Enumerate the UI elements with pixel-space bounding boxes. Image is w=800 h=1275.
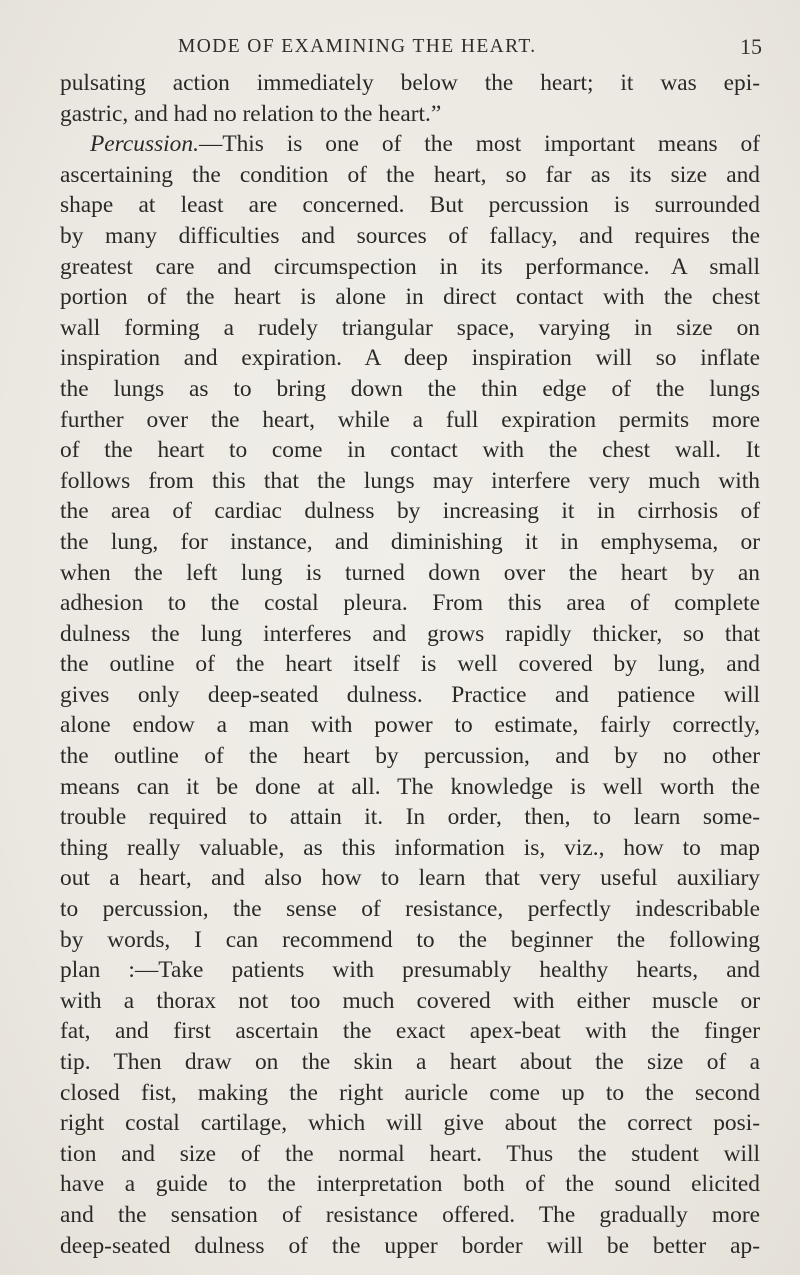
- text-line: portion of the heart is alone in direct contact with the chest: [60, 284, 760, 311]
- text-line: thing really valuable, as this information is, viz., how to map: [60, 834, 760, 861]
- text-line: dulness the lung interferes and grows rapidly thicker, so that: [60, 620, 760, 647]
- text-line: the outline of the heart by percussion, and by no other: [60, 743, 760, 770]
- body-text: [60, 68, 760, 1261]
- page-number: 15: [740, 34, 762, 59]
- text-line: to percussion, the sense of resistance, perfectly indescribable: [60, 896, 760, 923]
- text-line: of the heart to come in contact with the chest wall. It: [60, 437, 760, 464]
- text-line: have a guide to the interpretation both of the sound elicited: [60, 1171, 760, 1198]
- section-heading: Percussion.: [90, 131, 199, 158]
- text-line: gives only deep-seated dulness. Practice and patience will: [60, 681, 760, 708]
- text-line: closed fist, making the right auricle come up to the second: [60, 1079, 760, 1106]
- text-line: the area of cardiac dulness by increasing it in cirrhosis of: [60, 498, 760, 525]
- text-line: follows from this that the lungs may interfere very much with: [60, 467, 760, 494]
- running-title: MODE OF EXAMINING THE HEART.: [178, 36, 537, 57]
- text-line: out a heart, and also how to learn that very useful auxiliary: [60, 865, 760, 892]
- text-line: right costal cartilage, which will give about the correct posi-: [60, 1110, 760, 1137]
- text-line: inspiration and expiration. A deep inspiration will so inflate: [60, 345, 760, 372]
- text-line: deep-seated dulness of the upper border will be better ap-: [60, 1232, 760, 1259]
- text-line: tip. Then draw on the skin a heart about the size of a: [60, 1049, 760, 1075]
- text-line: the lungs as to bring down the thin edge of the lungs: [60, 375, 760, 402]
- text-line: gastric, and had no relation to the heart.”: [60, 100, 442, 127]
- text-line: trouble required to attain it. In order, then, to learn some-: [60, 804, 760, 831]
- text-line: further over the heart, while a full expiration permits more: [60, 406, 760, 433]
- text-line: means can it be done at all. The knowledge is well worth the: [60, 773, 760, 800]
- text-line: alone endow a man with power to estimate, fairly correctly,: [60, 712, 760, 739]
- text-line: the lung, for instance, and diminishing it in emphysema, or: [60, 528, 760, 555]
- text-line: pulsating action immediately below the heart; it was epi-: [60, 70, 760, 96]
- text-line: with a thorax not too much covered with either muscle or: [60, 987, 760, 1014]
- text-line: greatest care and circumspection in its performance. A small: [60, 253, 760, 280]
- text-line: shape at least are concerned. But percussion is surrounded: [60, 192, 760, 219]
- text-line: by many difficulties and sources of fallacy, and requires the: [60, 222, 760, 249]
- text-line-rest: —This is one of the most important means of: [198, 131, 760, 158]
- text-line: adhesion to the costal pleura. From this area of complete: [60, 590, 760, 617]
- text-line: by words, I can recommend to the beginner the following: [60, 926, 760, 953]
- text-line: tion and size of the normal heart. Thus the student will: [60, 1140, 760, 1167]
- text-line: ascertaining the condition of the heart, so far as its size and: [60, 161, 760, 188]
- text-line: when the left lung is turned down over the heart by an: [60, 559, 760, 586]
- text-line: plan :—Take patients with presumably healthy hearts, and: [60, 957, 760, 984]
- text-line: and the sensation of resistance offered. The gradually more: [60, 1201, 760, 1228]
- text-line: the outline of the heart itself is well covered by lung, and: [60, 651, 760, 678]
- text-line-percussion: [60, 129, 760, 160]
- text-line: fat, and first ascertain the exact apex-beat with the finger: [60, 1018, 760, 1045]
- text-line: wall forming a rudely triangular space, varying in size on: [60, 314, 760, 341]
- running-head: [60, 36, 762, 66]
